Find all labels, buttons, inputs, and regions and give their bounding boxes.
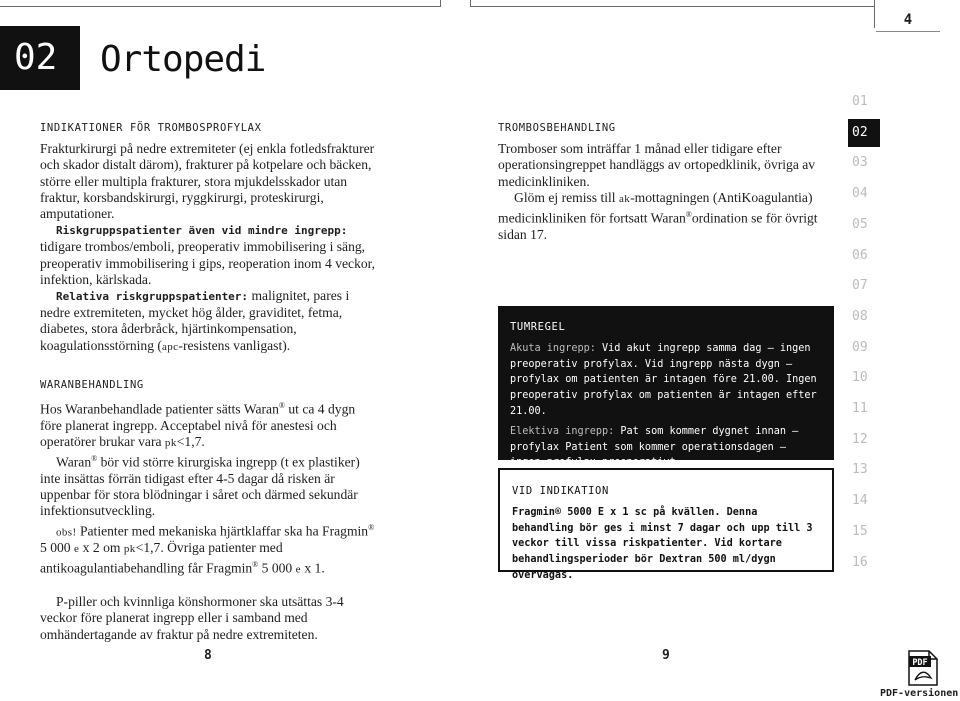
chapter-nav-item-03[interactable]: 03 — [852, 155, 868, 170]
text: tidigare trombos/emboli, preoperativ immobilisering i säng, preoperativ immobilisering i gips, reoperation inom 4 veckor, infektion, kärlskada. — [40, 239, 376, 287]
small-caps: ak — [618, 192, 631, 205]
tumregel-heading: TUMREGEL — [510, 321, 566, 333]
paragraph-waran-1 — [40, 398, 380, 451]
small-caps: apc — [161, 340, 179, 353]
text: Patienter med mekaniska hjärtklaffar ska ha Fragmin — [76, 523, 369, 539]
chapter-nav-item-16[interactable]: 16 — [852, 555, 868, 570]
paragraph-relative-riskgroup — [40, 288, 380, 355]
lead-text: Riskgruppspatienter även vid mindre ingrepp: — [56, 224, 348, 238]
reg-mark: ® — [252, 560, 259, 570]
small-caps: e — [295, 564, 301, 576]
text: P-piller och kvinnliga könshormoner ska utsättas 3-4 veckor före planerat ingrepp eller i samband med omhändertagande av fraktur på nedre extremiteten. — [40, 594, 344, 642]
text: malignitet, pares i nedre extremiteten, mycket hög ålder, graviditet, fetma, diabetes, stora åderbråck, hjärtinkompensation, koagulationsstörning ( — [40, 288, 350, 353]
top-rule-tick — [440, 0, 441, 7]
vid-indikation-box — [498, 468, 834, 581]
pdf-icon[interactable] — [908, 650, 938, 686]
top-rule-tick — [874, 0, 875, 28]
chapter-nav-item-09[interactable]: 09 — [852, 340, 868, 355]
tumregel-box — [498, 306, 834, 469]
text: <1,7. — [176, 433, 205, 449]
right-column — [498, 120, 834, 243]
paragraph-riskgroup — [40, 222, 380, 288]
text: -resistens vanligast). — [178, 337, 291, 353]
top-rule-left — [0, 6, 440, 7]
page-indicator-rule — [876, 31, 940, 32]
paragraph-waran-obs — [40, 520, 380, 579]
left-page-number: 8 — [204, 648, 212, 663]
text: ordination se för övrigt sidan 17. — [498, 210, 818, 242]
top-rule-right — [470, 6, 874, 7]
text: <1,7. Övriga patienter med antikoagulantiabehandling får Fragmin — [40, 540, 283, 576]
paragraph-ppiller — [40, 594, 380, 643]
paragraph-indications — [40, 141, 380, 222]
top-rule-tick — [470, 0, 471, 7]
paragraph-trombos-2 — [498, 190, 834, 243]
chapter-nav-item-10[interactable]: 10 — [852, 370, 868, 385]
text: bör vid större kirurgiska ingrepp (t ex plastiker) inte insättas förrän tidigast efter 4-5 dagar då risken är uppenbar för stora blödningar i såret och därmed sekundär infektionsutveckling. — [40, 454, 360, 519]
text: x 2 om — [79, 540, 124, 556]
page-indicator: 4 — [903, 12, 913, 28]
text: Frakturkirurgi på nedre extremiteter (ej enkla fotledsfrakturer och skador distalt därom), frakturer på kotpelare och bäcken, större eller multipla frakturer, stora mjukdelsskador utan fraktur, korsbandskirurgi, ryggkirurgi, proteskirurgi, amputationer. — [40, 141, 375, 222]
chapter-nav-item-05[interactable]: 05 — [852, 217, 868, 232]
chapter-nav-item-04[interactable]: 04 — [852, 186, 868, 201]
left-column — [40, 120, 380, 643]
reg-mark: ® — [91, 454, 98, 464]
right-page-number: 9 — [662, 648, 670, 663]
text: 5 000 — [40, 540, 74, 556]
reg-mark: ® — [685, 210, 692, 220]
label: Akuta ingrepp: — [510, 342, 596, 354]
chapter-nav-item-12[interactable]: 12 — [852, 432, 868, 447]
text: x 1. — [300, 561, 325, 576]
vid-indikation-text: Fragmin® 5000 E x 1 sc på kvällen. Denna behandling bör ges i minst 7 dagar och upp till 3 veckor till vissa riskpatienter. Vid kortare behandlingsperioder bör Dextran 500 ml/dygn övervägas. — [512, 506, 813, 581]
text: Waran — [56, 454, 92, 470]
text: Glöm ej remiss till — [514, 189, 619, 205]
text: Hos Waranbehandlade patienter sätts Waran — [40, 401, 279, 417]
pdf-version-link[interactable]: PDF-versionen — [880, 688, 959, 699]
label: Elektiva ingrepp: — [510, 425, 615, 437]
chapter-nav-item-13[interactable]: 13 — [852, 462, 868, 477]
small-caps: pk — [123, 543, 136, 556]
chapter-nav-item-15[interactable]: 15 — [852, 524, 868, 539]
chapter-nav-item-02[interactable]: 02 — [848, 119, 880, 147]
small-caps: pk — [164, 436, 177, 449]
vid-indikation-heading: VID INDIKATION — [512, 485, 609, 497]
chapter-nav-item-08[interactable]: 08 — [852, 309, 868, 324]
tumregel-elective — [510, 424, 822, 471]
chapter-number-badge: 02 — [0, 26, 80, 90]
text: ut ca 4 dygn före planerat ingrepp. Acceptabel nivå för anestesi och operatörer brukar vara — [40, 401, 356, 449]
lead-text: Relativa riskgruppspatienter: — [56, 290, 249, 304]
text: Pat som kommer dygnet innan – profylax Patient som kommer operationsdagen – ingen profylax preoperativt. — [510, 425, 799, 469]
chapter-nav-item-11[interactable]: 11 — [852, 401, 868, 416]
chapter-nav-item-14[interactable]: 14 — [852, 493, 868, 508]
chapter-nav-item-06[interactable]: 06 — [852, 248, 868, 263]
tumregel-acute — [510, 341, 822, 420]
text: Vid akut ingrepp samma dag – ingen preoperativ profylax. Vid ingrepp nästa dygn – profylax om patienten är intagen före 21.00. Ingen preoperativ profylax om patienten är intagen efter 21.00. — [510, 342, 817, 417]
chapter-nav-item-07[interactable]: 07 — [852, 278, 868, 293]
text: -mottagningen (AntiKoagulantia) medicinkliniken för fortsatt Waran — [498, 189, 813, 226]
text: 5 000 — [258, 561, 296, 576]
paragraph-waran-2 — [40, 451, 380, 519]
section-heading-trombosbehandling: TROMBOSBEHANDLING — [498, 122, 616, 134]
section-heading-waranbehandling: WARANBEHANDLING — [40, 378, 144, 391]
section-heading-trombosprofylax: INDIKATIONER FÖR TROMBOSPROFYLAX — [40, 122, 262, 134]
paragraph-trombos-1 — [498, 141, 834, 190]
pdf-icon-text: PDF — [912, 658, 928, 668]
small-caps: e — [73, 543, 80, 556]
small-caps: obs! — [56, 526, 77, 539]
text: Tromboser som inträffar 1 månad eller tidigare efter operationsingreppet handläggs av ortopedklinik, övriga av medicinkliniken. — [498, 141, 816, 189]
chapter-nav-item-01[interactable]: 01 — [852, 94, 868, 109]
chapter-title: Ortopedi — [100, 39, 266, 80]
reg-mark: ® — [368, 522, 375, 532]
reg-mark: ® — [278, 401, 285, 411]
